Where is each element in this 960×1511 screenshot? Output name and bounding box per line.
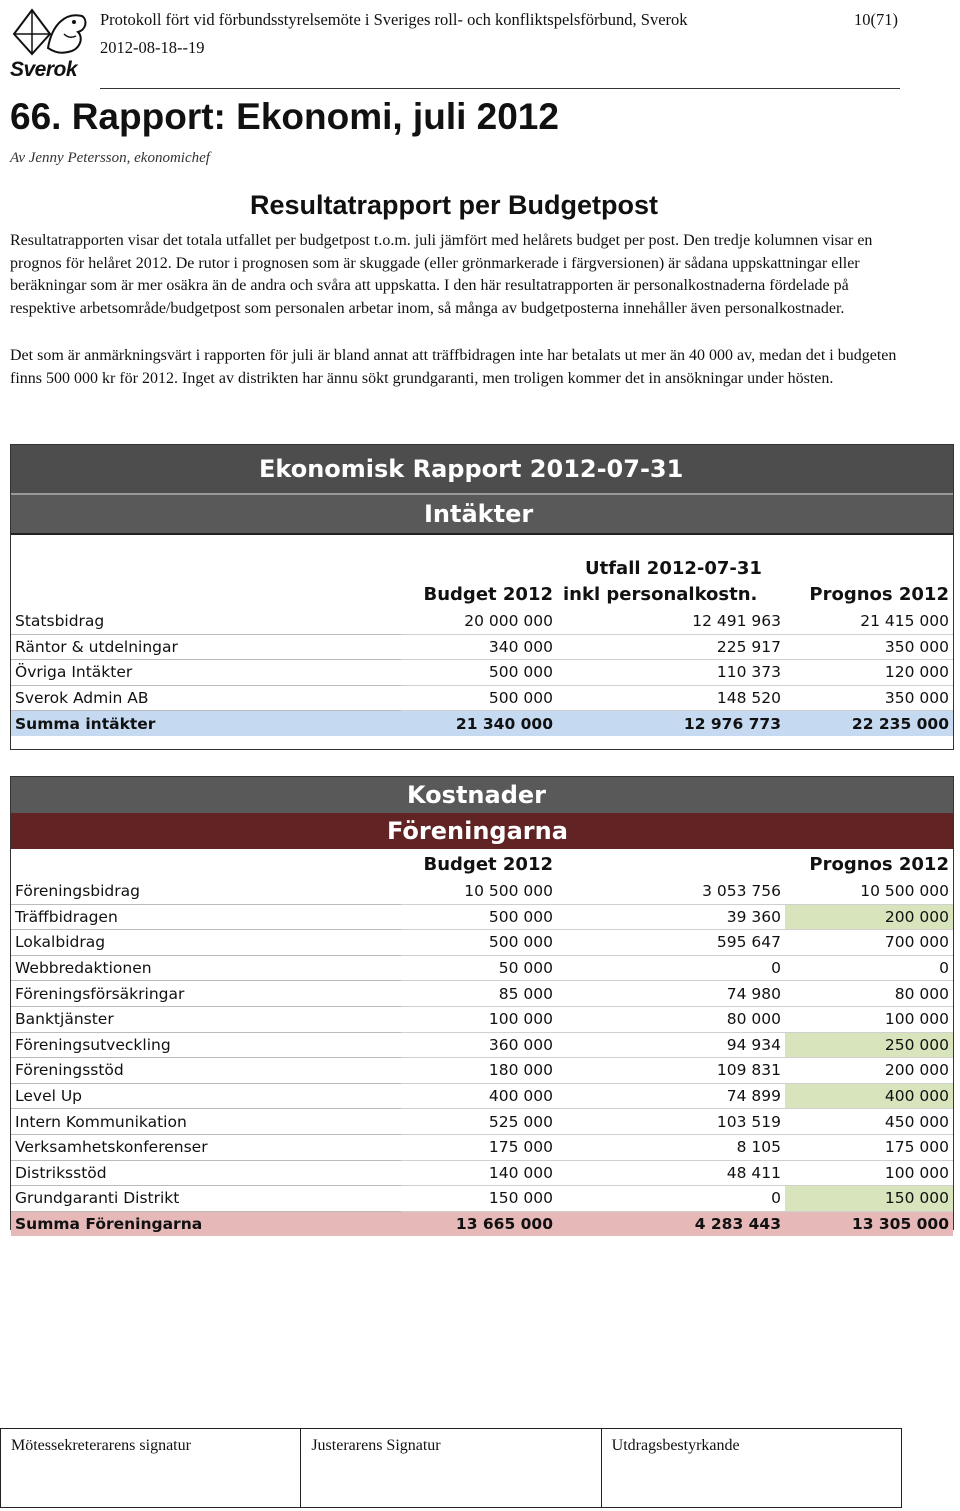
row-budget: 525 000 bbox=[401, 1109, 557, 1135]
row-outcome: 0 bbox=[557, 955, 785, 981]
row-outcome: 3 053 756 bbox=[557, 879, 785, 904]
row-budget: 340 000 bbox=[401, 634, 557, 660]
row-budget: 85 000 bbox=[401, 981, 557, 1007]
table-row bbox=[11, 660, 953, 686]
brand-name: Sverok bbox=[10, 58, 78, 81]
row-budget: 500 000 bbox=[401, 930, 557, 956]
row-forecast: 0 bbox=[785, 955, 953, 981]
header-date: 2012-08-18--19 bbox=[100, 38, 205, 57]
table-row bbox=[11, 1186, 953, 1212]
table-row bbox=[11, 1058, 953, 1084]
row-forecast: 250 000 bbox=[785, 1032, 953, 1058]
author-line: Av Jenny Petersson, ekonomichef bbox=[10, 150, 210, 166]
table-row bbox=[11, 685, 953, 711]
row-forecast: 80 000 bbox=[785, 981, 953, 1007]
col-forecast: Prognos 2012 bbox=[809, 583, 949, 605]
row-label: Föreningsförsäkringar bbox=[11, 981, 401, 1007]
col-outcome-line1: Utfall 2012-07-31 bbox=[585, 558, 762, 579]
row-label: Distriksstöd bbox=[11, 1160, 401, 1186]
row-label: Webbredaktionen bbox=[11, 955, 401, 981]
table-row bbox=[11, 1006, 953, 1032]
row-outcome: 103 519 bbox=[557, 1109, 785, 1135]
row-forecast: 100 000 bbox=[785, 1160, 953, 1186]
costs-sum-label: Summa Föreningarna bbox=[11, 1211, 401, 1236]
table-row bbox=[11, 1032, 953, 1058]
costs-sum-outcome: 4 283 443 bbox=[557, 1211, 785, 1236]
row-budget: 180 000 bbox=[401, 1058, 557, 1084]
row-budget: 100 000 bbox=[401, 1006, 557, 1032]
row-budget: 175 000 bbox=[401, 1134, 557, 1160]
paragraph-intro bbox=[10, 230, 900, 320]
income-title-row bbox=[11, 445, 953, 494]
row-label: Intern Kommunikation bbox=[11, 1109, 401, 1135]
row-forecast: 150 000 bbox=[785, 1186, 953, 1212]
signature-secretary: Mötessekreterarens signatur bbox=[1, 1429, 301, 1507]
signature-adjuster: Justerarens Signatur bbox=[301, 1429, 601, 1507]
costs-title-row bbox=[11, 777, 953, 813]
row-budget: 20 000 000 bbox=[401, 609, 557, 634]
row-budget: 500 000 bbox=[401, 685, 557, 711]
row-label: Räntor & utdelningar bbox=[11, 634, 401, 660]
paragraph-1: Resultatrapporten visar det totala utfallet per budgetpost t.o.m. juli jämfört med helårets budget per post. Den tredje kolumnen visar en prognos för helåret 2012. De rutor i prognosen som är skuggade (eller grönmarkerade i färgversionen) är sådana uppskattningar eller beräkningar som är mer osäkra än de andra och svåra att uppskatta. I den här resultatrapporten är personalkostnaderna fördelade på respektive arbetsområde/budgetpost som personalen arbetar inom, så många av budgetposterna innehåller även personalkostnader. bbox=[10, 232, 873, 317]
row-outcome: 12 491 963 bbox=[557, 609, 785, 634]
row-forecast: 120 000 bbox=[785, 660, 953, 686]
table-row bbox=[11, 1134, 953, 1160]
row-budget: 360 000 bbox=[401, 1032, 557, 1058]
income-sum-outcome: 12 976 773 bbox=[557, 711, 785, 736]
costs-section-title: Föreningarna bbox=[11, 813, 953, 849]
costs-title: Kostnader bbox=[11, 777, 953, 813]
row-forecast: 350 000 bbox=[785, 634, 953, 660]
row-outcome: 110 373 bbox=[557, 660, 785, 686]
row-forecast: 100 000 bbox=[785, 1006, 953, 1032]
row-outcome: 74 899 bbox=[557, 1083, 785, 1109]
row-budget: 140 000 bbox=[401, 1160, 557, 1186]
row-budget: 500 000 bbox=[401, 660, 557, 686]
header-divider bbox=[100, 88, 900, 89]
paragraph-notes bbox=[10, 345, 900, 390]
costs-table bbox=[11, 777, 953, 1236]
income-sum-forecast: 22 235 000 bbox=[785, 711, 953, 736]
row-forecast: 200 000 bbox=[785, 1058, 953, 1084]
table-row bbox=[11, 1109, 953, 1135]
costs-col-forecast: Prognos 2012 bbox=[809, 853, 949, 875]
row-budget: 150 000 bbox=[401, 1186, 557, 1212]
col-outcome-line2: inkl personalkostn. bbox=[563, 583, 758, 605]
table-row bbox=[11, 1160, 953, 1186]
income-sum-label: Summa intäkter bbox=[11, 711, 401, 736]
income-sum-row bbox=[11, 711, 953, 736]
row-outcome: 225 917 bbox=[557, 634, 785, 660]
income-sum-budget: 21 340 000 bbox=[401, 711, 557, 736]
page-heading: 66. Rapport: Ekonomi, juli 2012 bbox=[10, 96, 559, 137]
table-row bbox=[11, 879, 953, 904]
row-label: Träffbidragen bbox=[11, 904, 401, 930]
row-label: Verksamhetskonferenser bbox=[11, 1134, 401, 1160]
costs-sum-budget: 13 665 000 bbox=[401, 1211, 557, 1236]
row-outcome: 74 980 bbox=[557, 981, 785, 1007]
costs-header-row bbox=[11, 849, 953, 879]
row-budget: 50 000 bbox=[401, 955, 557, 981]
row-forecast: 450 000 bbox=[785, 1109, 953, 1135]
table-row bbox=[11, 1083, 953, 1109]
row-forecast: 200 000 bbox=[785, 904, 953, 930]
row-budget: 400 000 bbox=[401, 1083, 557, 1109]
header-title: Protokoll fört vid förbundsstyrelsemöte i Sveriges roll- och konfliktspelsförbund, Sverok bbox=[100, 10, 688, 29]
table-row bbox=[11, 904, 953, 930]
row-outcome: 39 360 bbox=[557, 904, 785, 930]
row-forecast: 21 415 000 bbox=[785, 609, 953, 634]
row-label: Banktjänster bbox=[11, 1006, 401, 1032]
income-table bbox=[11, 445, 953, 736]
page-number: 10(71) bbox=[854, 10, 898, 29]
row-label: Statsbidrag bbox=[11, 609, 401, 634]
signature-certification: Utdragsbestyrkande bbox=[611, 1437, 740, 1454]
row-outcome: 8 105 bbox=[557, 1134, 785, 1160]
signature-boxes bbox=[0, 1428, 902, 1508]
income-section-row bbox=[11, 494, 953, 534]
row-outcome: 148 520 bbox=[557, 685, 785, 711]
row-forecast: 400 000 bbox=[785, 1083, 953, 1109]
row-forecast: 350 000 bbox=[785, 685, 953, 711]
row-label: Grundgaranti Distrikt bbox=[11, 1186, 401, 1212]
row-label: Level Up bbox=[11, 1083, 401, 1109]
row-label: Föreningsutveckling bbox=[11, 1032, 401, 1058]
table-row bbox=[11, 609, 953, 634]
income-header-row-2 bbox=[11, 579, 953, 609]
report-title: Ekonomisk Rapport 2012-07-31 bbox=[11, 445, 953, 494]
table-row bbox=[11, 955, 953, 981]
dragon-logo-icon bbox=[8, 4, 92, 58]
row-outcome: 0 bbox=[557, 1186, 785, 1212]
row-label: Övriga Intäkter bbox=[11, 660, 401, 686]
row-outcome: 94 934 bbox=[557, 1032, 785, 1058]
income-header-row-1 bbox=[11, 534, 953, 579]
income-section-title: Intäkter bbox=[11, 494, 953, 534]
row-label: Sverok Admin AB bbox=[11, 685, 401, 711]
row-forecast: 700 000 bbox=[785, 930, 953, 956]
paragraph-2: Det som är anmärkningsvärt i rapporten för juli är bland annat att träffbidragen inte har betalats ut mer än 40 000 av, medan det i budgeten finns 500 000 kr för 2012. Inget av distrikten har ännu sökt grundgaranti, men troligen kommer det in ansökningar under hösten. bbox=[10, 347, 897, 387]
row-outcome: 595 647 bbox=[557, 930, 785, 956]
table-row bbox=[11, 634, 953, 660]
section-heading: Resultatrapport per Budgetpost bbox=[249, 190, 659, 220]
row-forecast: 175 000 bbox=[785, 1134, 953, 1160]
row-outcome: 109 831 bbox=[557, 1058, 785, 1084]
row-outcome: 80 000 bbox=[557, 1006, 785, 1032]
costs-sum-row bbox=[11, 1211, 953, 1236]
row-label: Föreningsbidrag bbox=[11, 879, 401, 904]
row-forecast: 10 500 000 bbox=[785, 879, 953, 904]
table-row bbox=[11, 930, 953, 956]
row-outcome: 48 411 bbox=[557, 1160, 785, 1186]
row-label: Föreningsstöd bbox=[11, 1058, 401, 1084]
row-label: Lokalbidrag bbox=[11, 930, 401, 956]
costs-col-budget: Budget 2012 bbox=[423, 853, 553, 875]
costs-section-row bbox=[11, 813, 953, 849]
row-budget: 10 500 000 bbox=[401, 879, 557, 904]
costs-sum-forecast: 13 305 000 bbox=[785, 1211, 953, 1236]
col-budget: Budget 2012 bbox=[423, 583, 553, 605]
sverok-logo bbox=[8, 4, 92, 84]
row-budget: 500 000 bbox=[401, 904, 557, 930]
table-row bbox=[11, 981, 953, 1007]
